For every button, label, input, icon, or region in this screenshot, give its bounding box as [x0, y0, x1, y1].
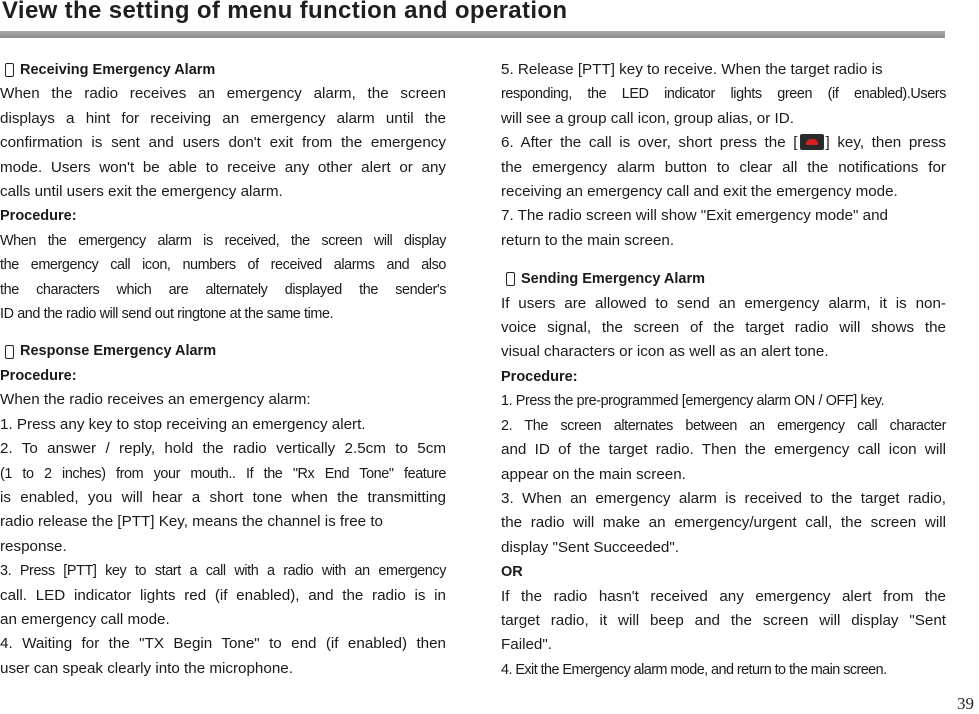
title-divider	[0, 31, 945, 38]
response-line: 4. Waiting for the "TX Begin Tone" to end (if enabled) then	[0, 635, 446, 653]
or-line: target radio, it will beep and the screen will display "Sent	[501, 611, 946, 629]
response-line: (1 to 2 inches) from your mouth.. If the "Rx End Tone" feature	[0, 465, 446, 482]
step-line: 5. Release [PTT] key to receive. When the target radio is	[501, 61, 883, 78]
or-line: If the radio hasn't received any emergency alert from the	[501, 587, 946, 605]
step6-text-b: ] key, then press	[825, 134, 946, 152]
sending-last-line: 4. Exit the Emergency alarm mode, and return to the main screen.	[501, 661, 887, 678]
sending-line: appear on the main screen.	[501, 465, 686, 483]
receiving-intro-line: calls until users exit the emergency alarm.	[0, 183, 283, 201]
sending-line: 3. When an emergency alarm is received to the target radio,	[501, 489, 946, 507]
response-line: user can speak clearly into the microphone.	[0, 659, 293, 677]
sending-intro-line: voice signal, the screen of the target radio will shows the	[501, 319, 946, 337]
step-line: the emergency alarm button to clear all the notifications for	[501, 158, 946, 176]
receiving-procedure-line: the emergency call icon, numbers of received alarms and also	[0, 257, 446, 274]
receiving-emergency-alarm-heading	[0, 58, 446, 82]
receiving-procedure-line: the characters which are alternately displayed the sender's	[0, 281, 446, 298]
receiving-procedure-line: When the emergency alarm is received, the screen will display	[0, 232, 446, 249]
step-line: return to the main screen.	[501, 231, 675, 249]
receiving-intro-line: displays a hint for receiving an emergency alarm until the	[0, 109, 446, 127]
radio-icon	[5, 63, 14, 77]
sending-heading-text: Sending Emergency Alarm	[521, 271, 705, 288]
response-line: radio release the [PTT] Key, means the channel is free to	[0, 513, 383, 531]
sending-emergency-alarm-heading	[501, 267, 946, 291]
step6-text-a: 6. After the call is over, short press the [	[501, 134, 798, 152]
step-line: responding, the LED indicator lights green (if enabled).Users	[501, 86, 946, 103]
step-line	[501, 131, 946, 155]
end-call-key-icon	[800, 134, 824, 150]
response-line: call. LED indicator lights red (if enabled), and the radio is in	[0, 586, 446, 604]
response-line: When the radio receives an emergency alarm:	[0, 391, 311, 409]
sending-procedure-label: Procedure:	[501, 368, 578, 385]
page-number: 39	[957, 694, 974, 713]
response-line: 3. Press [PTT] key to start a call with a radio with an emergency	[0, 563, 446, 580]
right-column	[501, 58, 946, 682]
sending-line: the radio will make an emergency/urgent call, the screen will	[501, 514, 946, 532]
sending-line: 2. The screen alternates between an emergency call character	[501, 417, 946, 434]
radio-icon	[506, 272, 515, 286]
step-line: receiving an emergency call and exit the emergency mode.	[501, 183, 898, 201]
sending-line: display "Sent Succeeded".	[501, 538, 679, 556]
or-line: Failed".	[501, 636, 552, 654]
response-line: is enabled, you will hear a short tone when the transmitting	[0, 488, 446, 506]
or-label: OR	[501, 564, 523, 581]
response-line: 1. Press any key to stop receiving an emergency alert.	[0, 415, 366, 433]
sending-intro-line: visual characters or icon as well as an alert tone.	[501, 343, 829, 361]
receiving-procedure-line: ID and the radio will send out ringtone at the same time.	[0, 306, 334, 323]
sending-line: and ID of the target radio. Then the emergency call icon will	[501, 441, 946, 459]
response-emergency-alarm-heading	[0, 339, 446, 363]
sending-intro-line: If users are allowed to send an emergency alarm, it is non-	[501, 294, 946, 312]
response-line: response.	[0, 537, 67, 555]
response-procedure-label: Procedure:	[0, 367, 77, 384]
receiving-intro-line: When the radio receives an emergency alarm, the screen	[0, 85, 446, 103]
step-line: 7. The radio screen will show "Exit emergency mode" and	[501, 207, 888, 225]
receiving-procedure-label: Procedure:	[0, 208, 77, 225]
response-line: an emergency call mode.	[0, 610, 170, 628]
sending-line: 1. Press the pre-programmed [emergency alarm ON / OFF] key.	[501, 393, 885, 410]
left-column	[0, 58, 446, 681]
receiving-heading-text: Receiving Emergency Alarm	[20, 62, 216, 78]
radio-icon	[5, 345, 14, 359]
response-line: 2. To answer / reply, hold the radio vertically 2.5cm to 5cm	[0, 440, 446, 458]
response-heading-text: Response Emergency Alarm	[20, 343, 217, 360]
page-title: View the setting of menu function and operation	[2, 0, 568, 24]
receiving-intro-line: confirmation is sent and users don't exit from the emergency	[0, 134, 446, 152]
receiving-intro-line: mode. Users won't be able to receive any other alert or any	[0, 158, 446, 176]
step-line: will see a group call icon, group alias, or ID.	[501, 109, 794, 127]
